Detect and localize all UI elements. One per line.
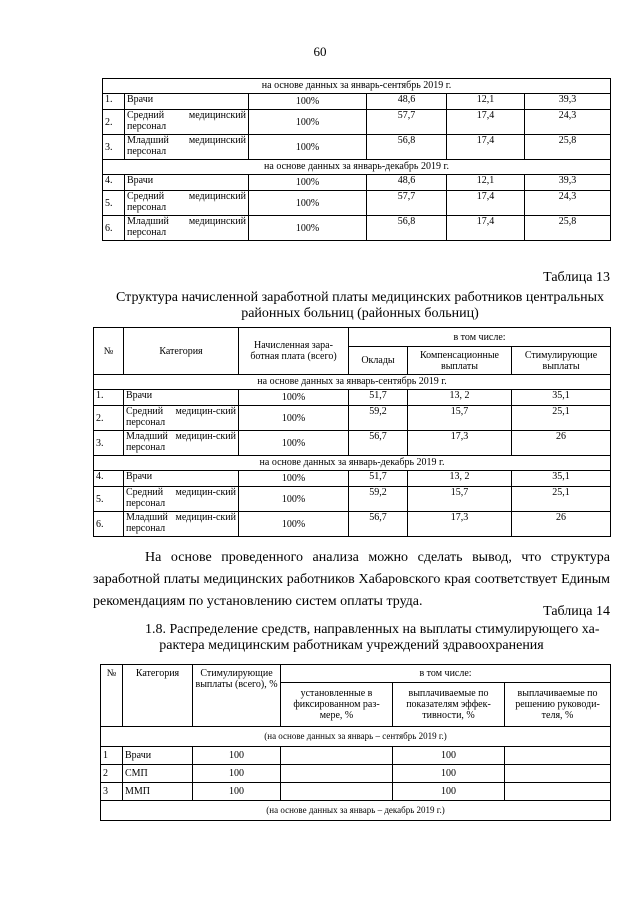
table-row: 4. Врачи 100% 51,7 13, 2 35,1 [94, 471, 611, 487]
table-top [102, 78, 611, 241]
table-row: 6. Младший медицинский персонал 100% 56,8 17,4 25,8 [103, 216, 611, 241]
table-row: 5. Средний медицинский персонал 100% 57,7 17,4 24,3 [103, 191, 611, 216]
table-row: 3. Младший медицин-ский персонал 100% 56,7 17,3 26 [94, 431, 611, 456]
table-row: 2 СМП 100 100 [101, 765, 611, 783]
table-14-label: Таблица 14 [543, 604, 610, 619]
table-head-row: установленные в фиксированном раз-мере, % выплачиваемые по показателям эффек-тивности, % выплачиваемые по решению руководи-теля, % [101, 683, 611, 727]
section-header: на основе данных за январь-сентябрь 2019 г. [103, 79, 611, 94]
table-14-title-line1: 1.8. Распределение средств, направленных на выплаты стимулирующего ха- [145, 622, 600, 637]
table-row: 1. Врачи 100% 51,7 13, 2 35,1 [94, 390, 611, 406]
table-14-title-line2: рактера медицинским работникам учреждений здравоохранения [159, 638, 544, 653]
section-header: на основе данных за январь-декабрь 2019 г. [94, 456, 611, 471]
table-row: 2. Средний медицин-ский персонал 100% 59,2 15,7 25,1 [94, 406, 611, 431]
table-head-row: № Категория Стимулирующие выплаты (всего), % в том числе: [101, 665, 611, 683]
table-head-row: № Категория Начисленная зара-ботная плата (всего) в том числе: [94, 328, 611, 347]
table-13-title-line1: Структура начисленной заработной платы медицинских работников центральных [116, 290, 604, 305]
section-header: на основе данных за январь-сентябрь 2019 г. [94, 375, 611, 390]
table-13-title [100, 290, 620, 322]
table-13-title-line2: районных больниц (районных больниц) [241, 306, 479, 321]
section-header: на основе данных за январь-декабрь 2019 г. [103, 160, 611, 175]
table-head-row: Оклады Компенсационные выплаты Стимулирующие выплаты [94, 347, 611, 375]
table-row: 5. Средний медицин-ский персонал 100% 59,2 15,7 25,1 [94, 487, 611, 512]
table-row: 1 Врачи 100 100 [101, 747, 611, 765]
table-13-label: Таблица 13 [543, 270, 610, 285]
section-header: (на основе данных за январь – сентябрь 2019 г.) [101, 727, 611, 747]
table-row: 6. Младший медицин-ский персонал 100% 56,7 17,3 26 [94, 512, 611, 537]
table-14-title [93, 622, 610, 654]
table-row: 3 ММП 100 100 [101, 783, 611, 801]
section-header: (на основе данных за январь – декабрь 2019 г.) [101, 801, 611, 821]
table-14 [100, 664, 611, 821]
table-row: 2. Средний медицинский персонал 100% 57,7 17,4 24,3 [103, 110, 611, 135]
table-row: 4. Врачи 100% 48,6 12,1 39,3 [103, 175, 611, 191]
page-number: 60 [313, 44, 327, 59]
conclusion-paragraph: На основе проведенного анализа можно сделать вывод, что структура заработной платы медицинских работников Хабаровского края соответствует Единым рекомендациям по установлению систем оплаты труда. [93, 550, 610, 609]
table-row: 3. Младший медицинский персонал 100% 56,8 17,4 25,8 [103, 135, 611, 160]
table-row: 1. Врачи 100% 48,6 12,1 39,3 [103, 94, 611, 110]
table-13 [93, 327, 611, 537]
